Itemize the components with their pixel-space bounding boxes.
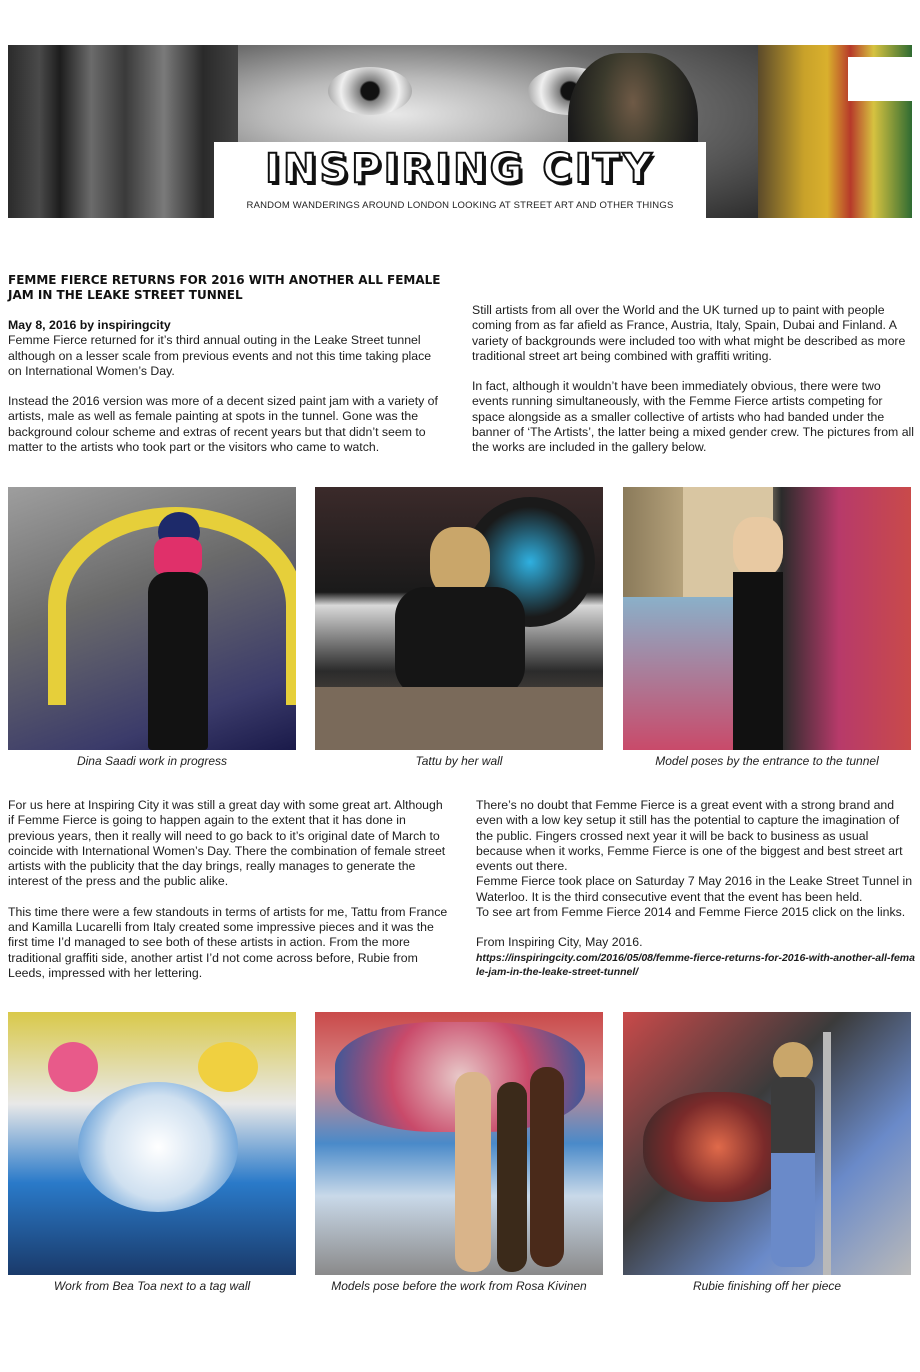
tunnel-wall-left bbox=[623, 597, 743, 750]
site-tagline: RANDOM WANDERINGS AROUND LONDON LOOKING AT STREET ART AND OTHER THINGS bbox=[246, 200, 674, 211]
photo-bea-toa[interactable] bbox=[8, 1012, 296, 1275]
model-1 bbox=[455, 1072, 491, 1272]
photo-caption: Rubie finishing off her piece bbox=[692, 1279, 842, 1293]
artist-figure bbox=[148, 572, 208, 750]
right-column-1 bbox=[472, 303, 914, 471]
artist-seated-figure bbox=[395, 587, 525, 697]
paragraph: Still artists from all over the World and the UK turned up to paint with people coming from as far afield as France, Austria, Italy, Spain, Dubai and Finland. A variety of backgrounds were included too with what might be described as more traditional street art being combined with graffiti writing. bbox=[472, 303, 906, 363]
photo-model-entrance[interactable] bbox=[623, 487, 911, 750]
mural-left-eye bbox=[328, 67, 412, 115]
cloud-mural bbox=[78, 1082, 238, 1212]
right-column-2 bbox=[476, 798, 916, 979]
paragraph: In fact, although it wouldn’t have been immediately obvious, there were two events running simultaneously, with the Femme Fierce artists competing for space alongside as a smaller collective of artists who had banded under the banner of ‘The Artists’, the latter being a mixed gender crew. The pictures from all the works are included in the gallery below. bbox=[472, 379, 914, 455]
site-title-box[interactable] bbox=[214, 142, 706, 218]
ground bbox=[315, 687, 603, 750]
model-2 bbox=[497, 1082, 527, 1272]
source-line: From Inspiring City, May 2016. bbox=[476, 935, 643, 950]
banner-blank-patch bbox=[848, 57, 912, 101]
ladder bbox=[823, 1032, 831, 1275]
article-headline[interactable]: FEMME FIERCE RETURNS FOR 2016 WITH ANOTHER ALL FEMALE JAM IN THE LEAKE STREET TUNNEL bbox=[8, 273, 441, 302]
photo-caption: Model poses by the entrance to the tunnel bbox=[655, 754, 879, 768]
model-head bbox=[733, 517, 783, 577]
character-face bbox=[48, 1042, 98, 1092]
left-column-1 bbox=[8, 318, 448, 470]
artist-pink-hair bbox=[154, 537, 202, 577]
yellow-character bbox=[198, 1042, 258, 1092]
left-column-2 bbox=[8, 798, 448, 996]
paragraph: Femme Fierce returned for it’s third annual outing in the Leake Street tunnel although on a lesser scale from previous events and not this time taking place on International Women’s Day. bbox=[8, 333, 432, 378]
paragraph: This time there were a few standouts in terms of artists for me, Tattu from France and Kamilla Lucarelli from Italy created some impressive pieces and it was the first time I’d managed to see both of these artists in action. From the more traditional graffiti side, another artist I’d not come across before, Rubie from Leeds, impressed with her lettering. bbox=[8, 904, 448, 980]
article-byline: May 8, 2016 by inspiringcity bbox=[8, 318, 171, 332]
photo-caption: Tattu by her wall bbox=[415, 754, 503, 768]
paragraph: Instead the 2016 version was more of a decent sized paint jam with a variety of artists, male as well as female painting at spots in the tunnel. Gone was the background colour scheme and extras of recent years but that didn’t seem to matter to the artists who took part or the visitors who came to watch. bbox=[8, 394, 438, 455]
photo-dina-saadi[interactable] bbox=[8, 487, 296, 750]
model-3 bbox=[530, 1067, 564, 1267]
photo-caption: Work from Bea Toa next to a tag wall bbox=[53, 1279, 251, 1293]
source-url-link[interactable]: https://inspiringcity.com/2016/05/08/femme-fierce-returns-for-2016-with-another-all-female-jam-in-the-leake-street-tunnel/ bbox=[476, 951, 915, 978]
links-note: To see art from Femme Fierce 2014 and Femme Fierce 2015 click on the links. bbox=[476, 905, 906, 920]
photo-caption: Dina Saadi work in progress bbox=[76, 754, 228, 768]
artist-figure bbox=[771, 1077, 815, 1267]
site-title[interactable]: INSPIRING CITY bbox=[265, 146, 655, 192]
paragraph: For us here at Inspiring City it was still a great day with some great art. Although if Femme Fierce is going to happen again to the extent that it has done in previous years, then it really will need to go back to it’s original date of March to coincide with International Women’s Day. There the combination of female street artists with the publicity that the day brings, really manages to generate the interest of the press and the public alike. bbox=[8, 798, 446, 889]
paragraph: There’s no doubt that Femme Fierce is a great event with a strong brand and even with a low key setup it still has the potential to capture the imagination of the public. Fingers crossed next year it will be back to business as usual because when it works, Femme Fierce is one of the biggest and best street art events out there. bbox=[476, 798, 903, 874]
artist-head bbox=[773, 1042, 813, 1082]
photo-caption: Models pose before the work from Rosa Kivinen bbox=[331, 1279, 587, 1293]
model-figure bbox=[733, 572, 783, 750]
photo-rosa-kivinen[interactable] bbox=[315, 1012, 603, 1275]
header-banner bbox=[8, 45, 912, 218]
event-info: Femme Fierce took place on Saturday 7 May 2016 in the Leake Street Tunnel in Waterloo. It is the third consecutive event that the event has been held. bbox=[476, 874, 913, 904]
photo-rubie[interactable] bbox=[623, 1012, 911, 1275]
photo-tattu[interactable] bbox=[315, 487, 603, 750]
